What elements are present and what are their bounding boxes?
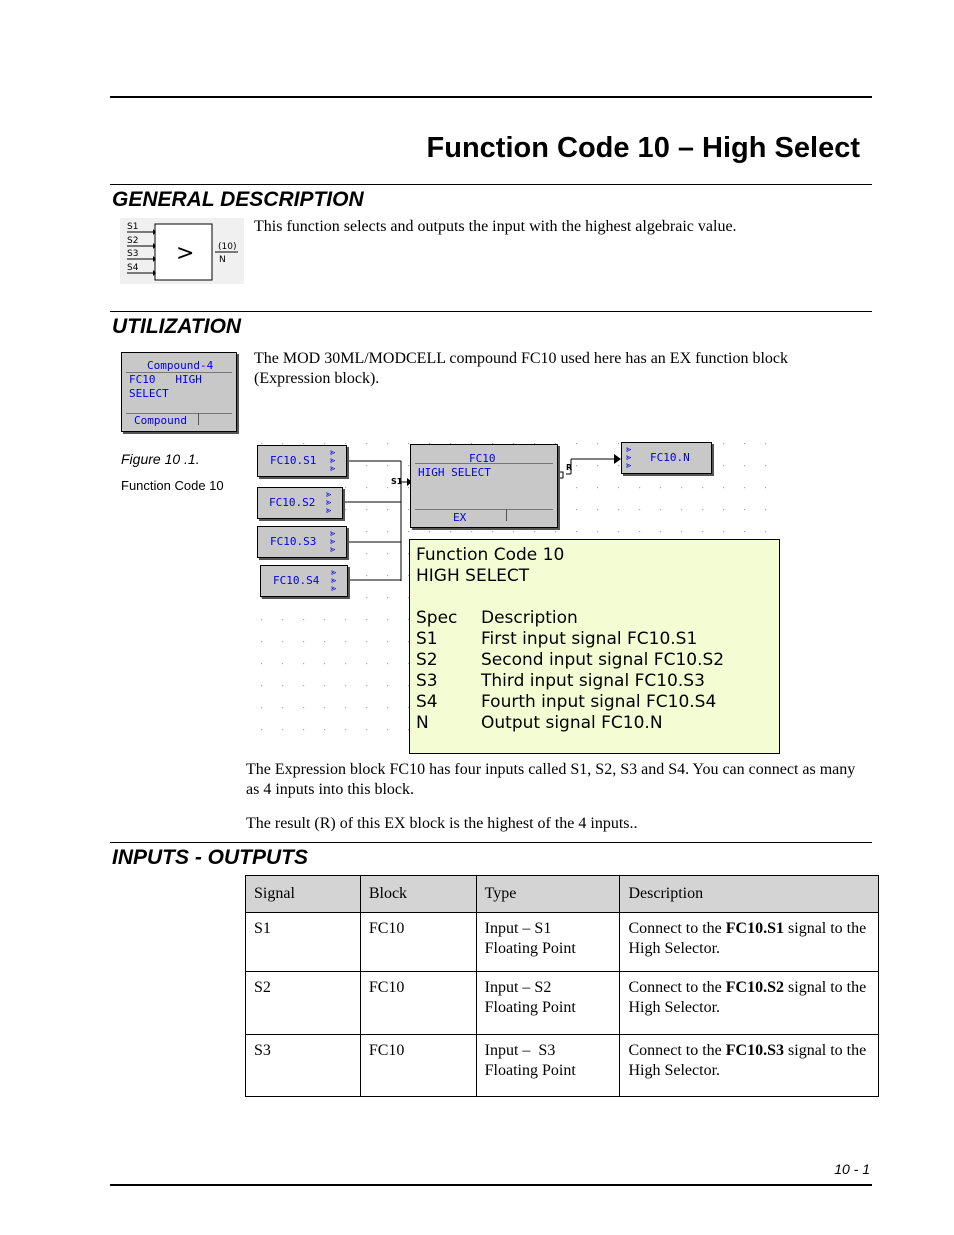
note-spec: N [416,713,429,733]
top-rule [110,96,872,98]
ex-output-pin-label: R [566,463,573,472]
signal-cell: S3 [246,1035,361,1097]
io-table [245,875,879,1097]
utilization-text: The MOD 30ML/MODCELL compound FC10 used here has an EX function block (Expression block). [254,350,788,387]
type-cell [476,972,620,1035]
description-cell [620,1035,879,1097]
high-select-symbol [120,218,245,284]
description-text: Connect to the [628,1042,726,1059]
output-block [621,442,712,474]
column-header: Description [620,876,879,913]
table-header-row [246,876,879,913]
section-rule [110,842,872,843]
chevron-icon: ⪢ ⪢ ⪢ [330,447,336,473]
output-block-label: FC10.N [650,451,690,464]
note-desc-head: Description [481,608,578,628]
section-heading-io: INPUTS - OUTPUTS [112,846,309,869]
table-row [246,913,879,972]
note-line1: Function Code 10 [416,545,565,565]
compound-block [121,352,237,432]
description-text: signal to the High Selector. [628,979,871,1016]
ex-footer-divider [415,509,553,510]
note-desc: Third input signal FC10.S3 [481,671,705,691]
note-spec: S4 [416,692,438,712]
ex-subtitle: HIGH SELECT [418,466,491,479]
type-line: Input – S2 [484,979,552,996]
input-block-s1 [257,445,347,477]
description-cell [620,972,879,1035]
signal-name: FC10.S3 [725,1042,785,1059]
column-header: Block [360,876,476,913]
column-header: Type [476,876,620,913]
bottom-rule [110,1184,872,1186]
block-cell: FC10 [360,1035,476,1097]
compound-line2: SELECT [129,387,169,400]
signal-name: FC10.S2 [725,979,785,996]
note-spec: S2 [416,650,438,670]
page-number: 10 - 1 [834,1161,870,1177]
symbol-output-label: N [219,255,226,265]
page-title: Function Code 10 – High Select [426,132,860,164]
note-spec: S3 [416,671,438,691]
utilization-paragraph-2: The result (R) of this EX block is the highest of the 4 inputs.. [246,815,638,832]
type-cell [476,1035,620,1097]
type-cell [476,913,620,972]
type-line: Input – S1 [484,920,552,937]
input-block-label: FC10.S4 [273,574,320,587]
ex-footer: EX [453,511,467,524]
chevron-icon: ⪢ ⪢ ⪢ [626,444,632,470]
block-cell: FC10 [360,913,476,972]
symbol-output-code: (10) [218,242,237,252]
type-line: Floating Point [484,940,576,957]
description-text: Connect to the [628,979,726,996]
symbol-input-label: S4 [127,263,139,273]
description-text: signal to the High Selector. [628,920,871,957]
input-block-label: FC10.S2 [269,496,316,509]
chevron-icon: ⪢ ⪢ ⪢ [330,528,336,554]
figure-caption: Figure 10 .1. [121,451,200,467]
table-row [246,972,879,1035]
input-block-label: FC10.S1 [270,454,317,467]
description-text: Connect to the [628,920,726,937]
signal-cell: S2 [246,972,361,1035]
block-cell: FC10 [360,972,476,1035]
chevron-icon: ⪢ ⪢ ⪢ [326,489,332,515]
signal-name: FC10.S1 [725,920,785,937]
symbol-input-label: S3 [127,249,139,259]
symbol-input-label: S2 [127,236,139,246]
compound-footer-tick [198,413,199,425]
figure-subcaption: Function Code 10 [121,478,224,493]
input-block-s4 [260,565,348,597]
input-block-s2 [257,487,343,519]
section-rule [110,311,872,312]
column-header: Signal [246,876,361,913]
greater-than-icon: > [176,241,195,266]
general-description-text: This function selects and outputs the input with the highest algebraic value. [254,218,737,235]
ex-input-pin-label: S1 [391,477,403,486]
chevron-icon: ⪢ ⪢ ⪢ [331,567,337,593]
section-heading-utilization: UTILIZATION [112,315,242,338]
utilization-paragraph-1: The Expression block FC10 has four inputs called S1, S2, S3 and S4. You can connect as many as 4 inputs into this block. [246,761,856,798]
section-heading-general: GENERAL DESCRIPTION [112,188,364,211]
ex-title: FC10 [469,452,496,465]
type-line: Floating Point [484,1062,576,1079]
note-spec-head: Spec [416,608,458,628]
compound-line1: FC10 HIGH [129,373,202,386]
input-block-s3 [257,526,347,558]
compound-title: Compound-4 [147,359,214,372]
note-desc: Fourth input signal FC10.S4 [481,692,717,712]
symbol-input-label: S1 [127,222,139,232]
note-desc: Output signal FC10.N [481,713,663,733]
input-block-label: FC10.S3 [270,535,317,548]
ex-footer-tick [506,509,507,521]
title-rule [110,184,872,185]
type-line: Input – S3 [484,1042,556,1059]
note-line2: HIGH SELECT [416,566,530,586]
ex-block [410,444,558,528]
type-line: Floating Point [484,999,576,1016]
description-cell [620,913,879,972]
signal-cell: S1 [246,913,361,972]
compound-footer: Compound [134,414,187,427]
description-text: signal to the High Selector. [628,1042,871,1079]
description-note [409,539,780,754]
table-row [246,1035,879,1097]
note-desc: Second input signal FC10.S2 [481,650,725,670]
note-spec: S1 [416,629,438,649]
note-desc: First input signal FC10.S1 [481,629,698,649]
wire-arrow [614,454,621,464]
